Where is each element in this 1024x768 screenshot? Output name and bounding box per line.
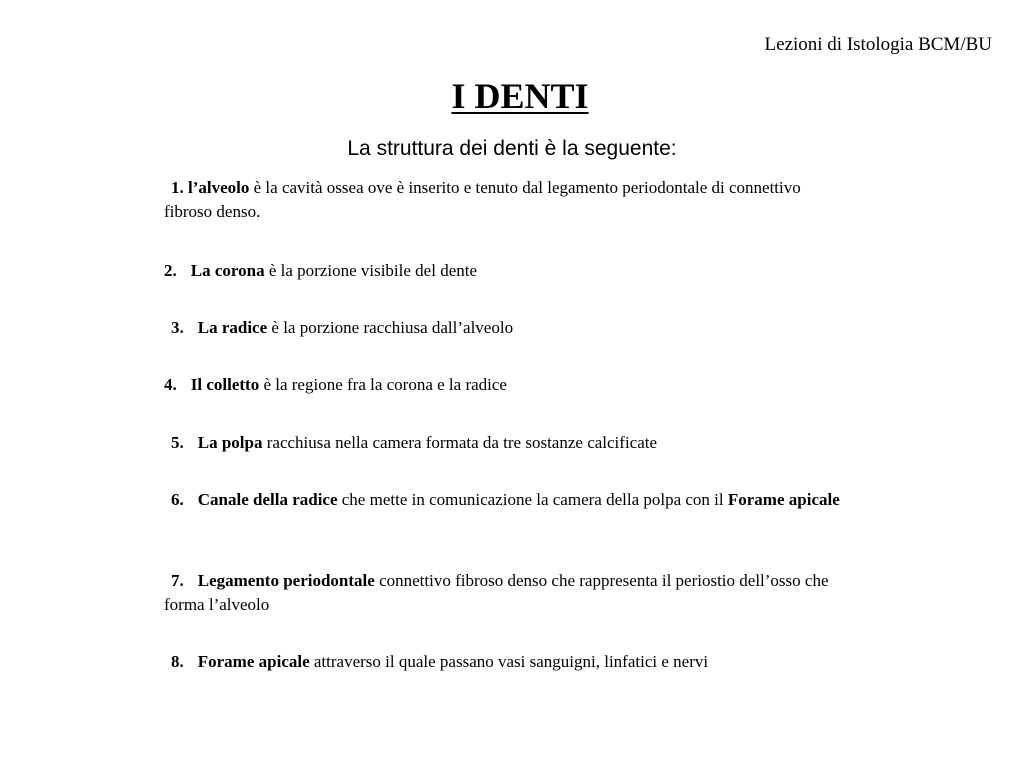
item-text: connettivo fibroso denso che rappresenta il periostio dell’osso che forma l’alveolo — [164, 571, 829, 614]
item-text: è la porzione visibile del dente — [264, 261, 478, 280]
item-text: racchiusa nella camera formata da tre sostanze calcificate — [262, 433, 658, 452]
list-item-1 — [164, 176, 844, 224]
list-item-5 — [164, 431, 844, 455]
item-number: 2. — [164, 261, 177, 280]
course-header: Lezioni di Istologia BCM/BU — [764, 34, 992, 55]
list-item-8 — [164, 650, 844, 674]
item-number: 4. — [164, 375, 177, 394]
item-text: che mette in comunicazione la camera della polpa con il — [337, 490, 728, 509]
item-text: è la regione fra la corona e la radice — [259, 375, 507, 394]
item-term: Legamento periodontale — [197, 571, 375, 590]
item-number: 1. — [171, 178, 184, 197]
item-tail-term: Forame apicale — [727, 490, 840, 509]
item-number: 5. — [171, 433, 184, 452]
item-text: attraverso il quale passano vasi sanguigni, linfatici e nervi — [309, 652, 709, 671]
list-item-3 — [164, 316, 844, 340]
item-term: La corona — [190, 261, 265, 280]
item-text: è la porzione racchiusa dall’alveolo — [267, 318, 514, 337]
list-item-6 — [164, 488, 844, 512]
page-subtitle: La struttura dei denti è la seguente: — [347, 137, 677, 160]
item-number: 7. — [171, 571, 184, 590]
item-number: 3. — [171, 318, 184, 337]
item-term: La polpa — [197, 433, 263, 452]
list-item-7 — [164, 569, 844, 617]
page-title: I DENTI — [451, 76, 589, 116]
item-term: Canale della radice — [197, 490, 338, 509]
item-term: Forame apicale — [197, 652, 310, 671]
list-item-2 — [164, 259, 844, 283]
item-number: 6. — [171, 490, 184, 509]
item-term: La radice — [197, 318, 268, 337]
item-term: l’alveolo — [188, 178, 250, 197]
item-text: è la cavità ossea ove è inserito e tenuto dal legamento periodontale di connettivo fibroso denso. — [164, 178, 801, 221]
item-term: Il colletto — [190, 375, 260, 394]
item-number: 8. — [171, 652, 184, 671]
list-item-4 — [164, 373, 844, 397]
